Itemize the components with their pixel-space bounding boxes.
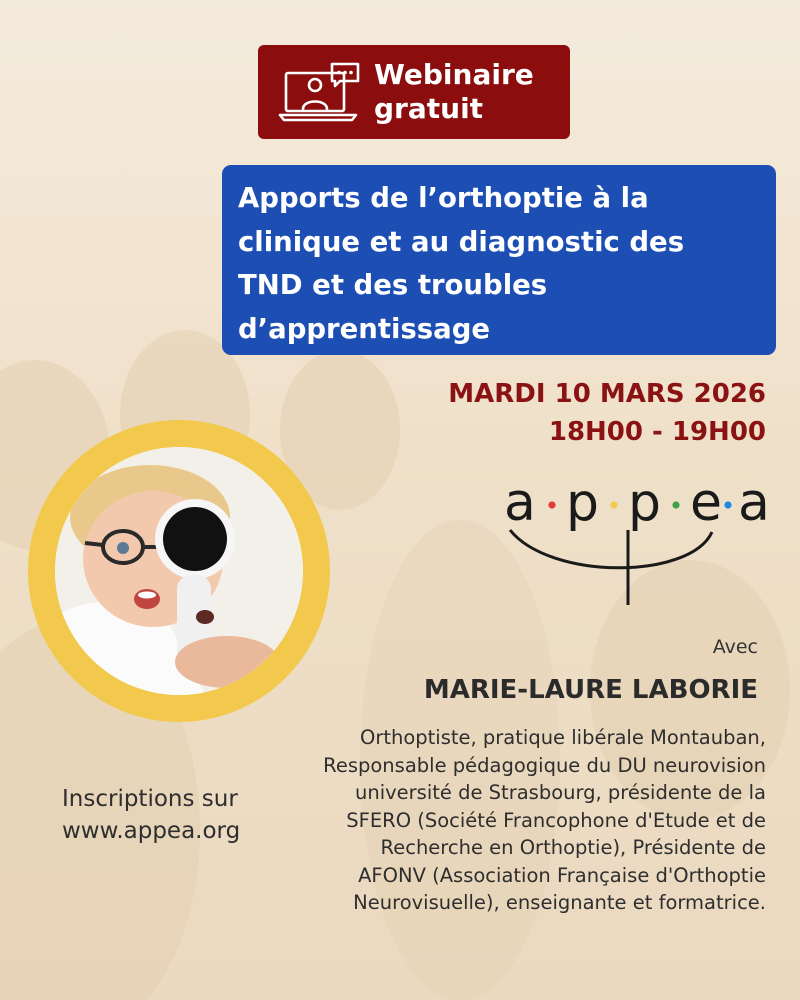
registration-label: Inscriptions sur (62, 786, 238, 812)
logo-arc (510, 530, 712, 568)
logo-letters: p (628, 473, 662, 533)
logo-letters: a (504, 473, 536, 533)
title-line: d’apprentissage (238, 312, 491, 345)
title-line: TND et des troubles (238, 269, 548, 301)
title-line: Apports de l’orthoptie à la (238, 182, 649, 214)
appea-logo (500, 470, 775, 610)
bio-line: université de Strasbourg, présidente de la (354, 781, 766, 804)
webinar-badge (258, 45, 570, 139)
bio-line: SFERO (Société Francophone d'Etude et de (346, 808, 766, 832)
logo-letters: p (566, 473, 600, 533)
bio-line: Responsable pédagogique du DU neurovision (323, 753, 766, 777)
bio-line: AFONV (Association Française d'Orthoptie (358, 863, 766, 887)
photo-ring (28, 420, 330, 722)
badge-subtitle: gratuit (374, 92, 484, 125)
logo-letters: e (690, 473, 722, 533)
registration-info (62, 783, 240, 847)
speaker-bio (246, 724, 766, 917)
bio-line: Orthoptiste, pratique libérale Montauban, (359, 726, 766, 749)
logo-dot (610, 501, 617, 508)
logo-dot (724, 501, 731, 508)
logo-letters: a (738, 473, 770, 533)
webinar-laptop-icon (278, 61, 362, 123)
speaker-name: MARIE-LAURE LABORIE (423, 675, 758, 705)
child-with-eye-occluder-photo (55, 447, 303, 695)
badge-title: Webinaire (374, 58, 534, 91)
event-date: MARDI 10 MARS 2026 (448, 379, 766, 409)
logo-dot (672, 501, 679, 508)
registration-url: www.appea.org (62, 818, 241, 844)
bio-line: Neurovisuelle), enseignante et formatrice. (353, 891, 766, 914)
title-line: clinique et au diagnostic des (238, 225, 685, 258)
speaker-intro: Avec (712, 636, 758, 658)
logo-dot (548, 501, 555, 508)
webinar-title-box (222, 165, 776, 355)
event-time: 18H00 - 19H00 (548, 417, 766, 447)
bio-line: Recherche en Orthoptie), Présidente de (380, 836, 766, 859)
